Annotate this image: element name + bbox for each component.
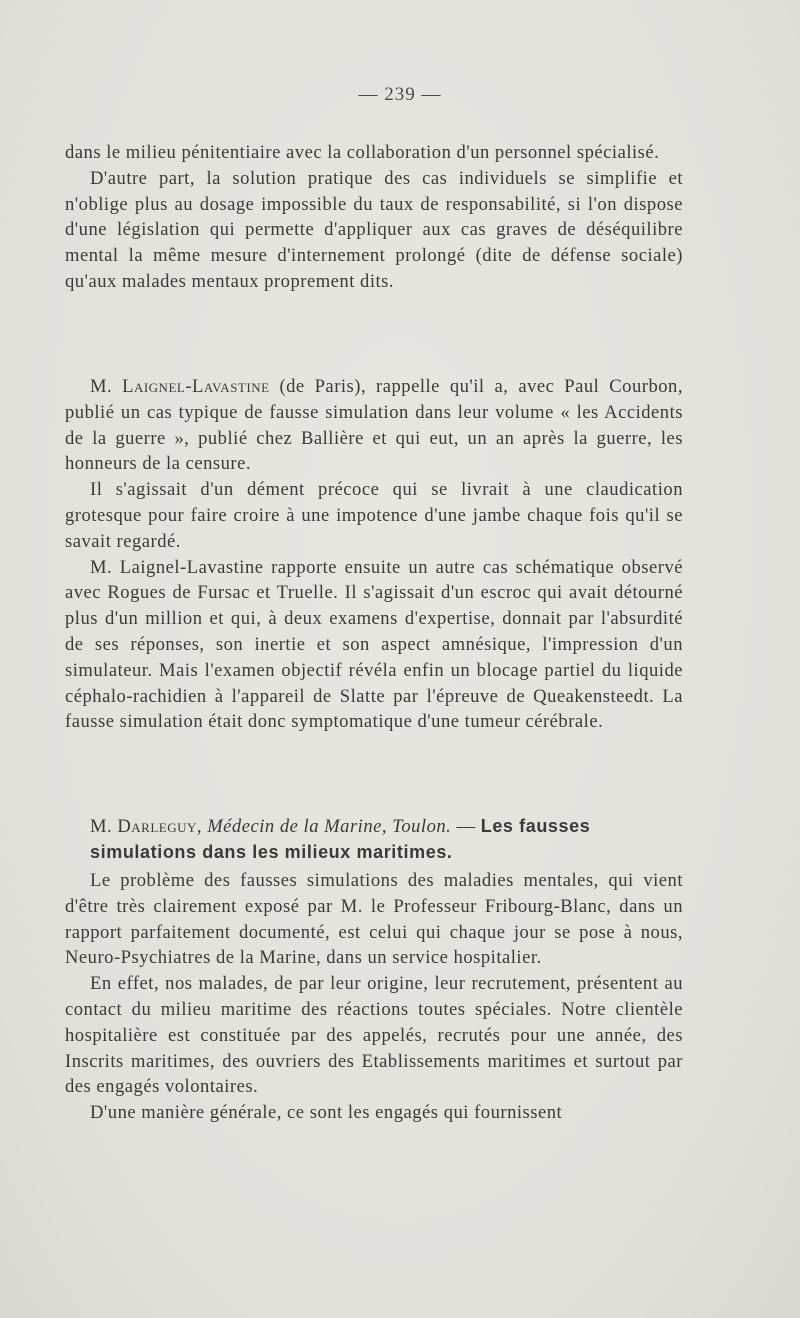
paragraph: [65, 374, 683, 477]
author-affiliation: Médecin de la Marine, Toulon.: [207, 816, 452, 837]
heading-line: [65, 814, 683, 866]
paragraph: Il s'agissait d'un dément précoce qui se livrait à une claudication grotesque pour faire croire à une impotence d'une jambe chaque fois qu'il se savait regardé.: [65, 479, 683, 552]
paragraph: D'une manière générale, ce sont les engagés qui fournissent: [90, 1102, 563, 1124]
paragraph: M. Laignel-Lavastine rapporte ensuite un autre cas schématique observé avec Rogues de Fursac et Truelle. Il s'agissait d'un escroc qui avait détourné plus d'un million et qui, à deux examens d'expertise, donnait par l'absurdité de ses réponses, son inertie et son aspect amnésique, l'impression d'un simulateur. Mais l'examen objectif révéla enfin un blocage partiel du liquide céphalo-rachidien à l'appareil de Slatte par l'épreuve de Queakensteedt. La fausse simulation était donc symptomatique d'une tumeur cérébrale.: [65, 556, 683, 733]
author-name: Darleguy: [117, 816, 197, 837]
paragraph: Le problème des fausses simulations des maladies mentales, qui vient d'être très clairement exposé par M. le Professeur Fribourg-Blanc, dans un rapport parfaitement documenté, est celui qui chaque jour se pose à nous, Neuro-Psychiatres de la Marine, dans un service hospitalier.: [65, 870, 683, 969]
section-heading: [65, 814, 683, 866]
text-block-laignel: [65, 374, 683, 735]
section-title: Les fausses: [480, 816, 591, 836]
speaker-name: Laignel-Lavastine: [122, 376, 270, 397]
text-block-intro: [65, 140, 683, 295]
section-title-continued: simulations dans les milieux maritimes.: [90, 841, 453, 862]
author-prefix: M.: [90, 816, 118, 837]
paragraph: dans le milieu pénitentiaire avec la collaboration d'un personnel spécialisé.: [65, 142, 660, 163]
paragraph-text: (de Paris), rappelle qu'il a, avec Paul Courbon, publié un cas typique de fausse simulation dans leur volume « les Accidents de la guerre », publié chez Ballière et qui eut, un an après la guerre, les honneurs de la censure.: [65, 376, 683, 475]
paragraph: En effet, nos malades, de par leur origine, leur recrutement, présentent au contact du milieu maritime des réactions toutes spéciales. Notre clientèle hospitalière est constituée par des appelés, recrutés pour une année, des Inscrits maritimes, des ouvriers des Etablissements maritimes et surtout par des engagés volontaires.: [65, 973, 683, 1098]
page-number: — 239 —: [358, 84, 442, 105]
dash: —: [451, 816, 481, 837]
separator: ,: [196, 816, 208, 837]
paragraph: D'autre part, la solution pratique des cas individuels se simplifie et n'oblige plus au dosage impossible du taux de responsabilité, si l'on dispose d'une législation qui permette d'appliquer aux cas graves de déséquilibre mental la même mesure d'internement prolongé (dite de défense sociale) qu'aux malades mentaux proprement dits.: [65, 167, 683, 292]
speaker-prefix: M.: [90, 376, 123, 397]
text-block-darleguy: [65, 868, 683, 1126]
